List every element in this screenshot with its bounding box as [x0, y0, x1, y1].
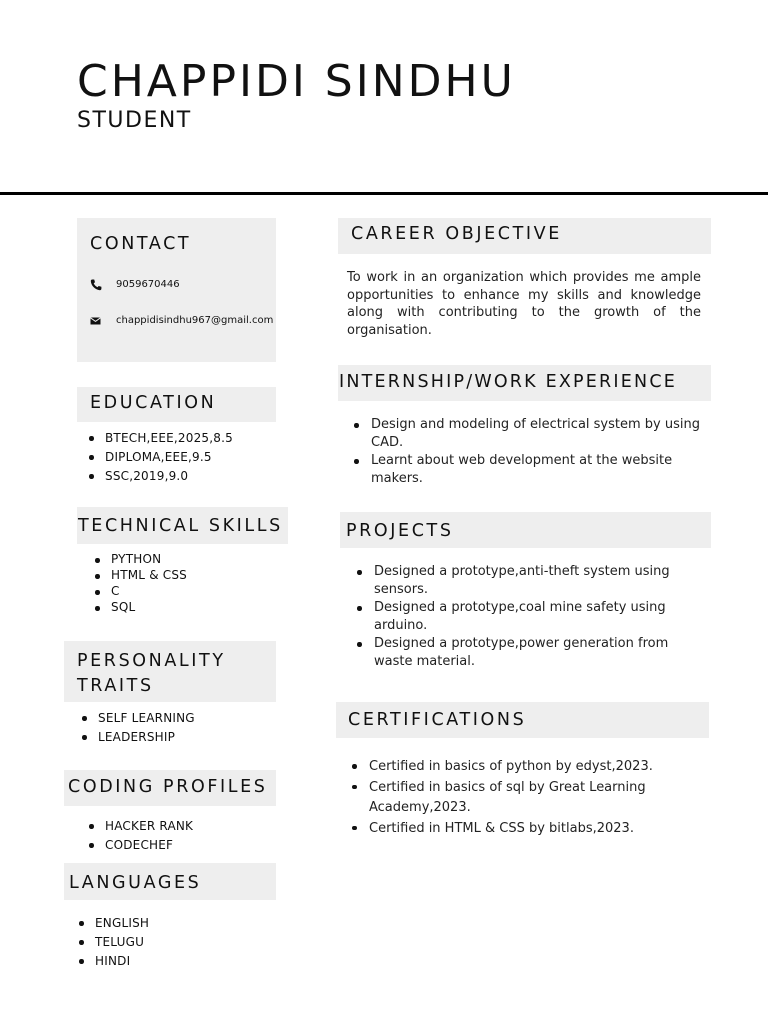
- list-item: TELUGU: [95, 933, 149, 952]
- list-item: Designed a prototype,coal mine safety using arduino.: [374, 599, 698, 635]
- list-item: SELF LEARNING: [98, 709, 195, 728]
- list-item: Certified in basics of python by edyst,2023.: [369, 757, 699, 778]
- coding-profiles-heading: CODING PROFILES: [68, 777, 268, 797]
- resume-name: CHAPPIDI SINDHU: [77, 56, 516, 107]
- languages-list: [95, 914, 149, 971]
- list-item: HACKER RANK: [105, 817, 193, 836]
- technical-skills-list: [111, 551, 187, 615]
- education-list: [105, 429, 233, 486]
- internship-heading: INTERNSHIP/WORK EXPERIENCE: [339, 372, 678, 392]
- projects-heading: PROJECTS: [346, 521, 454, 541]
- list-item: HTML & CSS: [111, 568, 187, 582]
- list-item: PYTHON: [111, 551, 187, 567]
- mail-icon: [89, 314, 103, 328]
- list-item: LEADERSHIP: [98, 728, 195, 747]
- contact-email: chappidisindhu967@gmail.com: [116, 315, 274, 326]
- career-objective-text: To work in an organization which provides me ample opportunities to enhance my skills and knowledge along with contributing to the growth of the organisation.: [347, 270, 701, 338]
- contact-heading: CONTACT: [90, 234, 192, 254]
- list-item: Certified in basics of sql by Great Learning Academy,2023.: [369, 778, 699, 819]
- list-item: Certified in HTML & CSS by bitlabs,2023.: [369, 819, 699, 840]
- header-divider: [0, 192, 768, 195]
- personality-list: [98, 709, 195, 747]
- list-item: BTECH,EEE,2025,8.5: [105, 429, 233, 448]
- list-item: Learnt about web development at the website makers.: [371, 452, 701, 488]
- list-item: CODECHEF: [105, 836, 193, 855]
- phone-icon: [89, 278, 103, 292]
- projects-list: [374, 563, 698, 671]
- resume-role: STUDENT: [77, 108, 192, 133]
- coding-profiles-list: [105, 817, 193, 855]
- personality-heading-line1: PERSONALITY: [77, 651, 226, 671]
- list-item: HINDI: [95, 952, 149, 971]
- list-item: SSC,2019,9.0: [105, 467, 233, 486]
- contact-phone: 9059670446: [116, 279, 180, 290]
- certifications-list: [369, 757, 699, 839]
- career-objective-heading: CAREER OBJECTIVE: [351, 224, 562, 244]
- internship-list: [371, 416, 701, 488]
- list-item: SQL: [111, 599, 187, 615]
- certifications-heading: CERTIFICATIONS: [348, 710, 527, 730]
- list-item: C: [111, 583, 187, 599]
- education-heading: EDUCATION: [90, 393, 217, 413]
- technical-skills-heading: TECHNICAL SKILLS: [78, 516, 283, 536]
- list-item: ENGLISH: [95, 914, 149, 933]
- languages-heading: LANGUAGES: [69, 873, 202, 893]
- personality-heading-line2: TRAITS: [77, 676, 154, 696]
- list-item: Designed a prototype,anti-theft system using sensors.: [374, 563, 698, 599]
- list-item: Design and modeling of electrical system by using CAD.: [371, 417, 700, 450]
- list-item: Designed a prototype,power generation from waste material.: [374, 635, 698, 671]
- list-item: DIPLOMA,EEE,9.5: [105, 448, 233, 467]
